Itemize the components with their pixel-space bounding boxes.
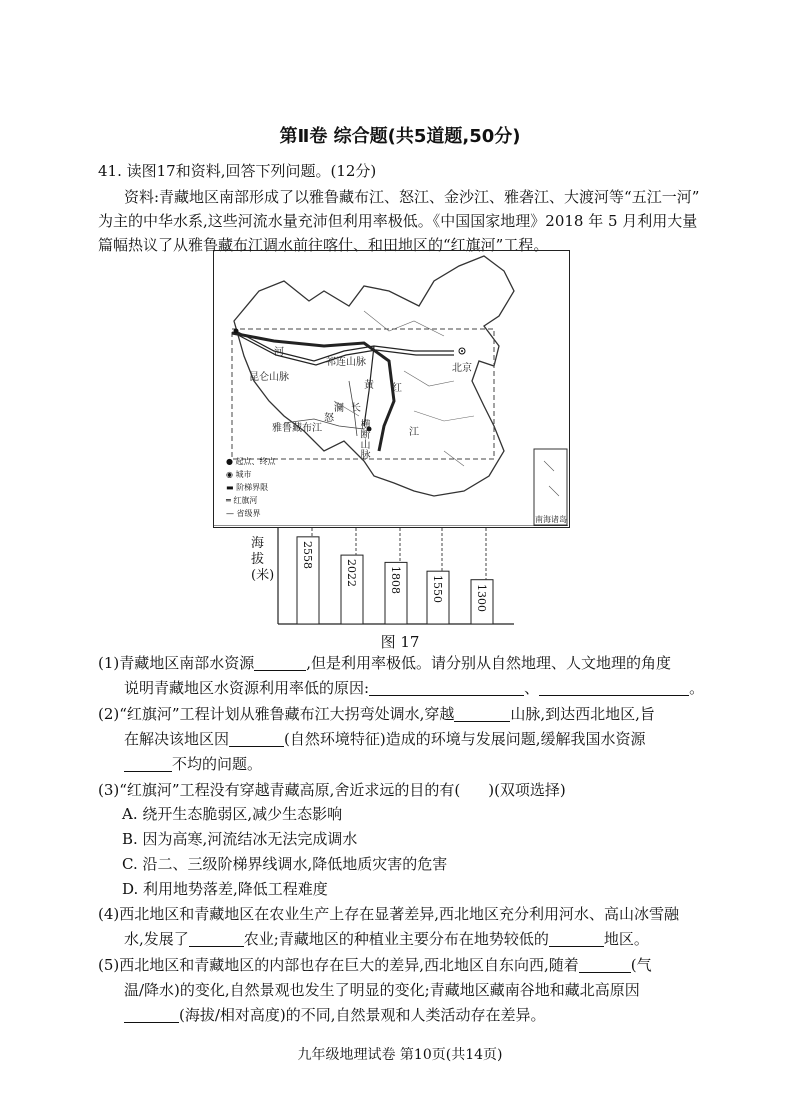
altitude-axis-label: 海拔(米) [251,536,275,583]
altitude-value-2: 2022 [345,559,358,588]
map-label-nu: 怒 [324,413,334,424]
q1-line2: 说明青藏地区水资源利用率低的原因: 、 。 [124,679,705,697]
legend-step-boundary: ▬ 阶梯界限 [226,483,269,492]
q1-line1: (1)青藏地区南部水资源 ,但是利用率极低。请分别从自然地理、人文地理的角度 [98,654,672,672]
legend-city: ◉ 城市 [226,470,252,479]
map-label-lan: 澜 [334,403,344,414]
map-label-huang: 黄 [364,380,374,391]
figure-caption: 图 17 [380,633,420,651]
q2-line2: 在解决该地区因 (自然环境特征)造成的环境与发展问题,缓解我国水资源 [124,730,646,748]
section-title: 第Ⅱ卷 综合题(共5道题,50分) [279,126,521,147]
map-label-jiang: 江 [409,427,419,438]
altitude-value-1: 2558 [301,540,314,569]
altitude-value-5: 1300 [475,583,488,612]
material-line-2: 为主的中华水系,这些河流水量充沛但利用率极低。《中国国家地理》2018 年 5 月利用大量 [98,212,698,230]
q1-blank-2[interactable] [369,681,524,696]
q5-line2: 温/降水)的变化,自然景观也发生了明显的变化;青藏地区藏南谷地和藏北高原因 [124,981,640,999]
q2-blank-3[interactable] [124,757,172,772]
q2-blank-2[interactable] [229,732,284,747]
q2-line1: (2)“红旗河”工程计划从雅鲁藏布江大拐弯处调水,穿越 山脉,到达西北地区,旨 [98,705,655,723]
q3-option-b: B. 因为高寒,河流结冰无法完成调水 [122,830,358,848]
map-label-hong: 红 [392,383,402,394]
question-41-stem: 41. 读图17和资料,回答下列问题。(12分) [98,162,377,180]
q4-line1: (4)西北地区和青藏地区在农业生产上存在显著差异,西北地区充分利用河水、高山冰雪融 [98,905,680,923]
legend-province-border: — 省级界 [226,509,261,518]
q4-blank-2[interactable] [549,932,604,947]
q4-line2: 水,发展了 农业;青藏地区的种植业主要分布在地势较低的 地区。 [124,930,649,948]
altitude-value-4: 1550 [431,575,444,604]
map-label-hengduan: 横断山脉 [358,419,369,459]
q5-line1: (5)西北地区和青藏地区的内部也存在巨大的差异,西北地区自东向西,随着 (气 [98,956,652,974]
q1-blank-1[interactable] [254,656,306,671]
map-label-beijing: 北京 [452,363,472,374]
q4-blank-1[interactable] [189,932,244,947]
q3-option-a: A. 绕开生态脆弱区,减少生态影响 [122,805,343,823]
q3-option-c: C. 沿二、三级阶梯界线调水,降低地质灾害的危害 [122,855,448,873]
q3-line: (3)“红旗河”工程没有穿越青藏高原,舍近求远的目的有( )(双项选择) [98,781,566,799]
q2-line3: 不均的问题。 [124,753,739,775]
china-map-figure [213,250,570,528]
legend-start-end: ● 起点、终点 [226,457,276,466]
map-label-chang: 长 [351,403,361,414]
q1-blank-3[interactable] [539,681,689,696]
page-footer: 九年级地理试卷 第10页(共14页) [297,1047,503,1063]
map-label-yalu: 雅鲁藏布江 [272,423,322,434]
q2-blank-1[interactable] [454,707,510,722]
q5-blank-1[interactable] [579,958,631,973]
map-label-qilian: 祁连山脉 [326,357,366,368]
map-label-kunlun: 昆仑山脉 [249,372,289,383]
q5-blank-2[interactable] [124,1008,179,1023]
map-label-nanhai: 南海诸岛 [535,515,567,524]
altitude-value-3: 1808 [389,566,402,595]
material-line-3: 篇幅热议了从雅鲁藏布江调水前往喀什、和田地区的“红旗河”工程。 [98,236,549,254]
material-line-1: 资料:青藏地区南部形成了以雅鲁藏布江、怒江、金沙江、雅砻江、大渡河等“五江一河” [124,188,700,206]
q5-line3: (海拔/相对高度)的不同,自然景观和人类活动存在差异。 [124,1004,739,1026]
map-label-he: 河 [274,347,284,358]
q3-option-d: D. 利用地势落差,降低工程难度 [122,880,328,898]
legend-hongqi-river: ═ 红旗河 [226,496,258,505]
